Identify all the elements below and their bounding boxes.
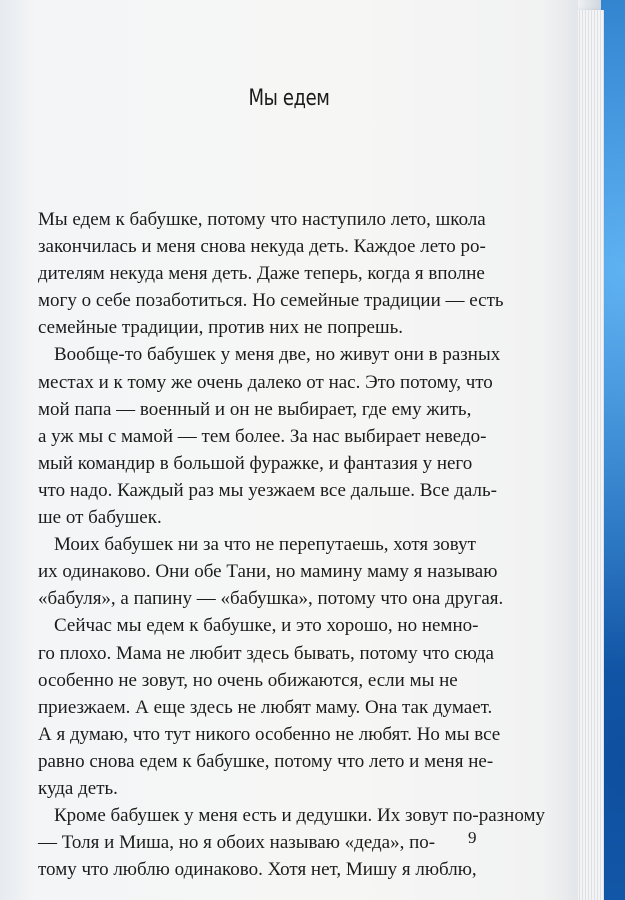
text-line: Вообще-то бабушек у меня две, но живут они в разных: [54, 344, 501, 366]
text-line: приезжаем. А еще здесь не любят маму. Она так думает.: [38, 696, 493, 718]
text-line: ше от бабушек.: [38, 507, 162, 529]
page-edges: [574, 10, 604, 900]
text-line: местах и к тому же очень далеко от нас. Это потому, что: [38, 371, 493, 393]
text-line: их одинаково. Они обе Тани, но мамину маму я называю: [38, 561, 498, 583]
page-number: 9: [468, 828, 477, 847]
text-line: «бабуля», а папину — «бабушка», потому что она другая.: [38, 588, 504, 610]
text-line: го плохо. Мама не любит здесь бывать, потому что сюда: [38, 642, 494, 664]
text-line: Кроме бабушек у меня есть и дедушки. Их зовут по-разному: [54, 805, 545, 827]
text-line: равно снова едем к бабушке, потому что лето и меня не-: [38, 750, 494, 772]
text-line: Сейчас мы едем к бабушке, и это хорошо, но немно-: [54, 615, 479, 637]
chapter-body: [38, 206, 545, 883]
text-line: могу о себе позаботиться. Но семейные традиции — есть: [38, 290, 504, 312]
text-line: закончилась и меня снова некуда деть. Каждое лето ро-: [38, 236, 486, 258]
text-line: тому что люблю одинаково. Хотя нет, Мишу я люблю,: [38, 859, 477, 881]
text-line: семейные традиции, против них не попрешь.: [38, 317, 404, 339]
text-line: мый командир в большой фуражке, и фантазия у него: [38, 452, 473, 474]
text-line: дителям некуда меня деть. Даже теперь, когда я вполне: [38, 263, 485, 285]
chapter-title: Мы едем: [248, 86, 330, 111]
text-line: — Толя и Миша, но я обоих называю «деда», по-: [38, 832, 436, 854]
text-line: А я думаю, что тут никого особенно не любят. Но мы все: [38, 723, 501, 745]
text-line: Мы едем к бабушке, потому что наступило лето, школа: [38, 209, 486, 230]
text-line: что надо. Каждый раз мы уезжаем все дальше. Все даль-: [38, 479, 497, 501]
text-line: мой папа — военный и он не выбирает, где ему жить,: [38, 398, 472, 420]
text-line: а уж мы с мамой — тем более. За нас выбирает неведо-: [38, 425, 487, 447]
text-line: особенно не зовут, но очень обижаются, если мы не: [38, 669, 458, 691]
text-line: куда деть.: [38, 777, 118, 799]
text-line: Моих бабушек ни за что не перепутаешь, хотя зовут: [54, 534, 476, 556]
